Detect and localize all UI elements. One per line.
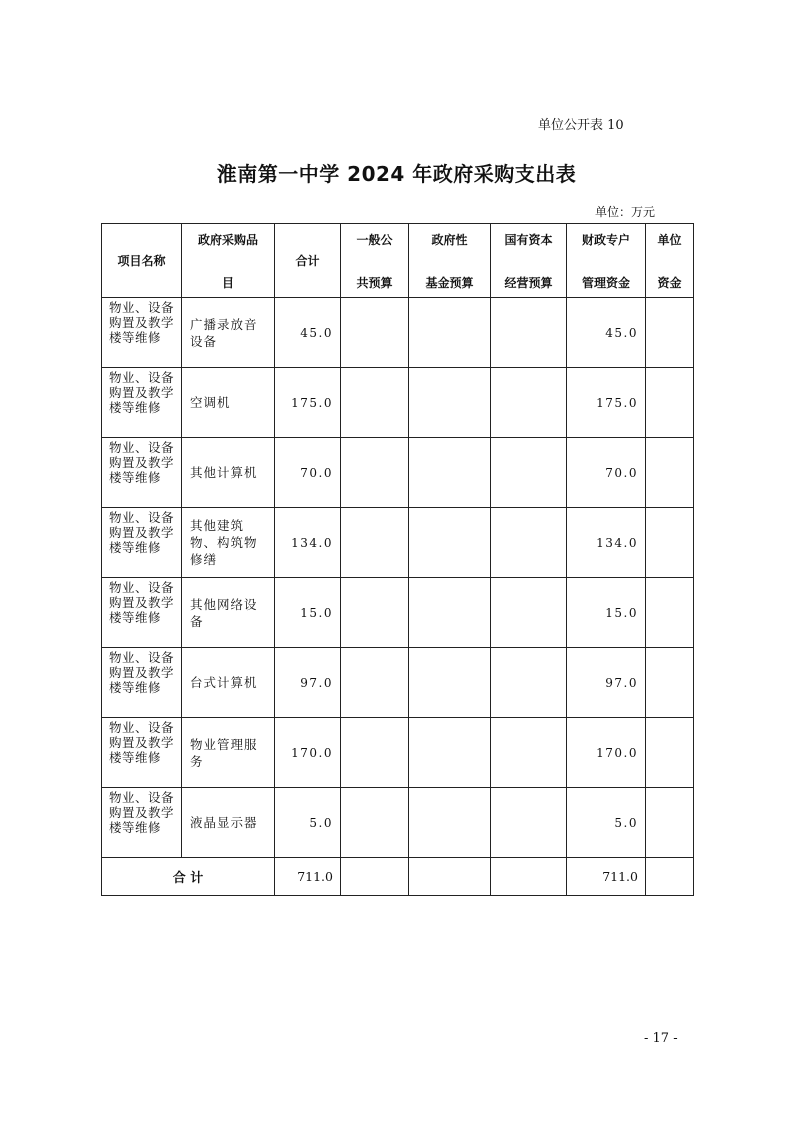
total-general [341,858,409,896]
cell-category: 空调机 [182,368,275,438]
cell-unit-fund [646,508,694,578]
header-unit-fund: 单位 资金 [646,224,694,298]
cell-project: 物业、设备购置及教学楼等维修 [102,788,182,858]
cell-unit-fund [646,648,694,718]
cell-unit-fund [646,788,694,858]
cell-project: 物业、设备购置及教学楼等维修 [102,508,182,578]
cell-special: 70.0 [567,438,646,508]
cell-special: 170.0 [567,718,646,788]
table-total-row [102,858,694,896]
cell-category: 台式计算机 [182,648,275,718]
cell-total: 15.0 [275,578,341,648]
cell-general [341,578,409,648]
cell-special: 5.0 [567,788,646,858]
header-category: 政府采购品 目 [182,224,275,298]
cell-fund [409,718,491,788]
cell-state-capital [491,788,567,858]
cell-fund [409,438,491,508]
header-project: 项目名称 [102,224,182,298]
table-row [102,578,694,648]
cell-general [341,368,409,438]
cell-project: 物业、设备购置及教学楼等维修 [102,648,182,718]
cell-general [341,298,409,368]
form-number: 单位公开表 10 [538,118,624,133]
header-state-capital: 国有资本 经营预算 [491,224,567,298]
cell-total: 134.0 [275,508,341,578]
header-general-budget: 一般公 共预算 [341,224,409,298]
table-header-row [102,224,694,298]
cell-project: 物业、设备购置及教学楼等维修 [102,718,182,788]
cell-fund [409,578,491,648]
cell-unit-fund [646,718,694,788]
cell-fund [409,298,491,368]
header-special-account: 财政专户 管理资金 [567,224,646,298]
cell-general [341,438,409,508]
table-row [102,508,694,578]
cell-special: 175.0 [567,368,646,438]
unit-label: 单位：万元 [595,205,656,219]
cell-project: 物业、设备购置及教学楼等维修 [102,438,182,508]
table-row [102,718,694,788]
cell-project: 物业、设备购置及教学楼等维修 [102,298,182,368]
cell-general [341,508,409,578]
total-state-capital [491,858,567,896]
cell-state-capital [491,718,567,788]
cell-fund [409,368,491,438]
cell-category: 其他网络设备 [182,578,275,648]
cell-project: 物业、设备购置及教学楼等维修 [102,368,182,438]
total-fund [409,858,491,896]
cell-state-capital [491,368,567,438]
cell-total: 70.0 [275,438,341,508]
total-unit-fund [646,858,694,896]
cell-special: 134.0 [567,508,646,578]
cell-total: 45.0 [275,298,341,368]
cell-special: 15.0 [567,578,646,648]
cell-state-capital [491,298,567,368]
cell-state-capital [491,648,567,718]
cell-category: 其他计算机 [182,438,275,508]
cell-unit-fund [646,298,694,368]
page-number: - 17 - [644,1031,678,1046]
cell-state-capital [491,508,567,578]
cell-fund [409,508,491,578]
total-label: 合 计 [102,858,275,896]
cell-category: 液晶显示器 [182,788,275,858]
cell-unit-fund [646,368,694,438]
cell-general [341,788,409,858]
cell-unit-fund [646,578,694,648]
cell-category: 物业管理服务 [182,718,275,788]
total-total: 711.0 [275,858,341,896]
cell-state-capital [491,578,567,648]
cell-general [341,648,409,718]
cell-total: 97.0 [275,648,341,718]
cell-unit-fund [646,438,694,508]
total-special: 711.0 [567,858,646,896]
table-row [102,298,694,368]
page-title: 淮南第一中学 2024 年政府采购支出表 [216,162,577,186]
table-row [102,788,694,858]
cell-total: 5.0 [275,788,341,858]
table-row [102,648,694,718]
header-fund-budget: 政府性 基金预算 [409,224,491,298]
cell-category: 其他建筑物、构筑物修缮 [182,508,275,578]
cell-special: 97.0 [567,648,646,718]
cell-state-capital [491,438,567,508]
cell-special: 45.0 [567,298,646,368]
cell-fund [409,788,491,858]
table-row [102,438,694,508]
cell-total: 170.0 [275,718,341,788]
cell-total: 175.0 [275,368,341,438]
table-row [102,368,694,438]
header-total: 合计 [275,224,341,298]
cell-fund [409,648,491,718]
cell-general [341,718,409,788]
cell-project: 物业、设备购置及教学楼等维修 [102,578,182,648]
procurement-table [101,223,694,896]
cell-category: 广播录放音设备 [182,298,275,368]
